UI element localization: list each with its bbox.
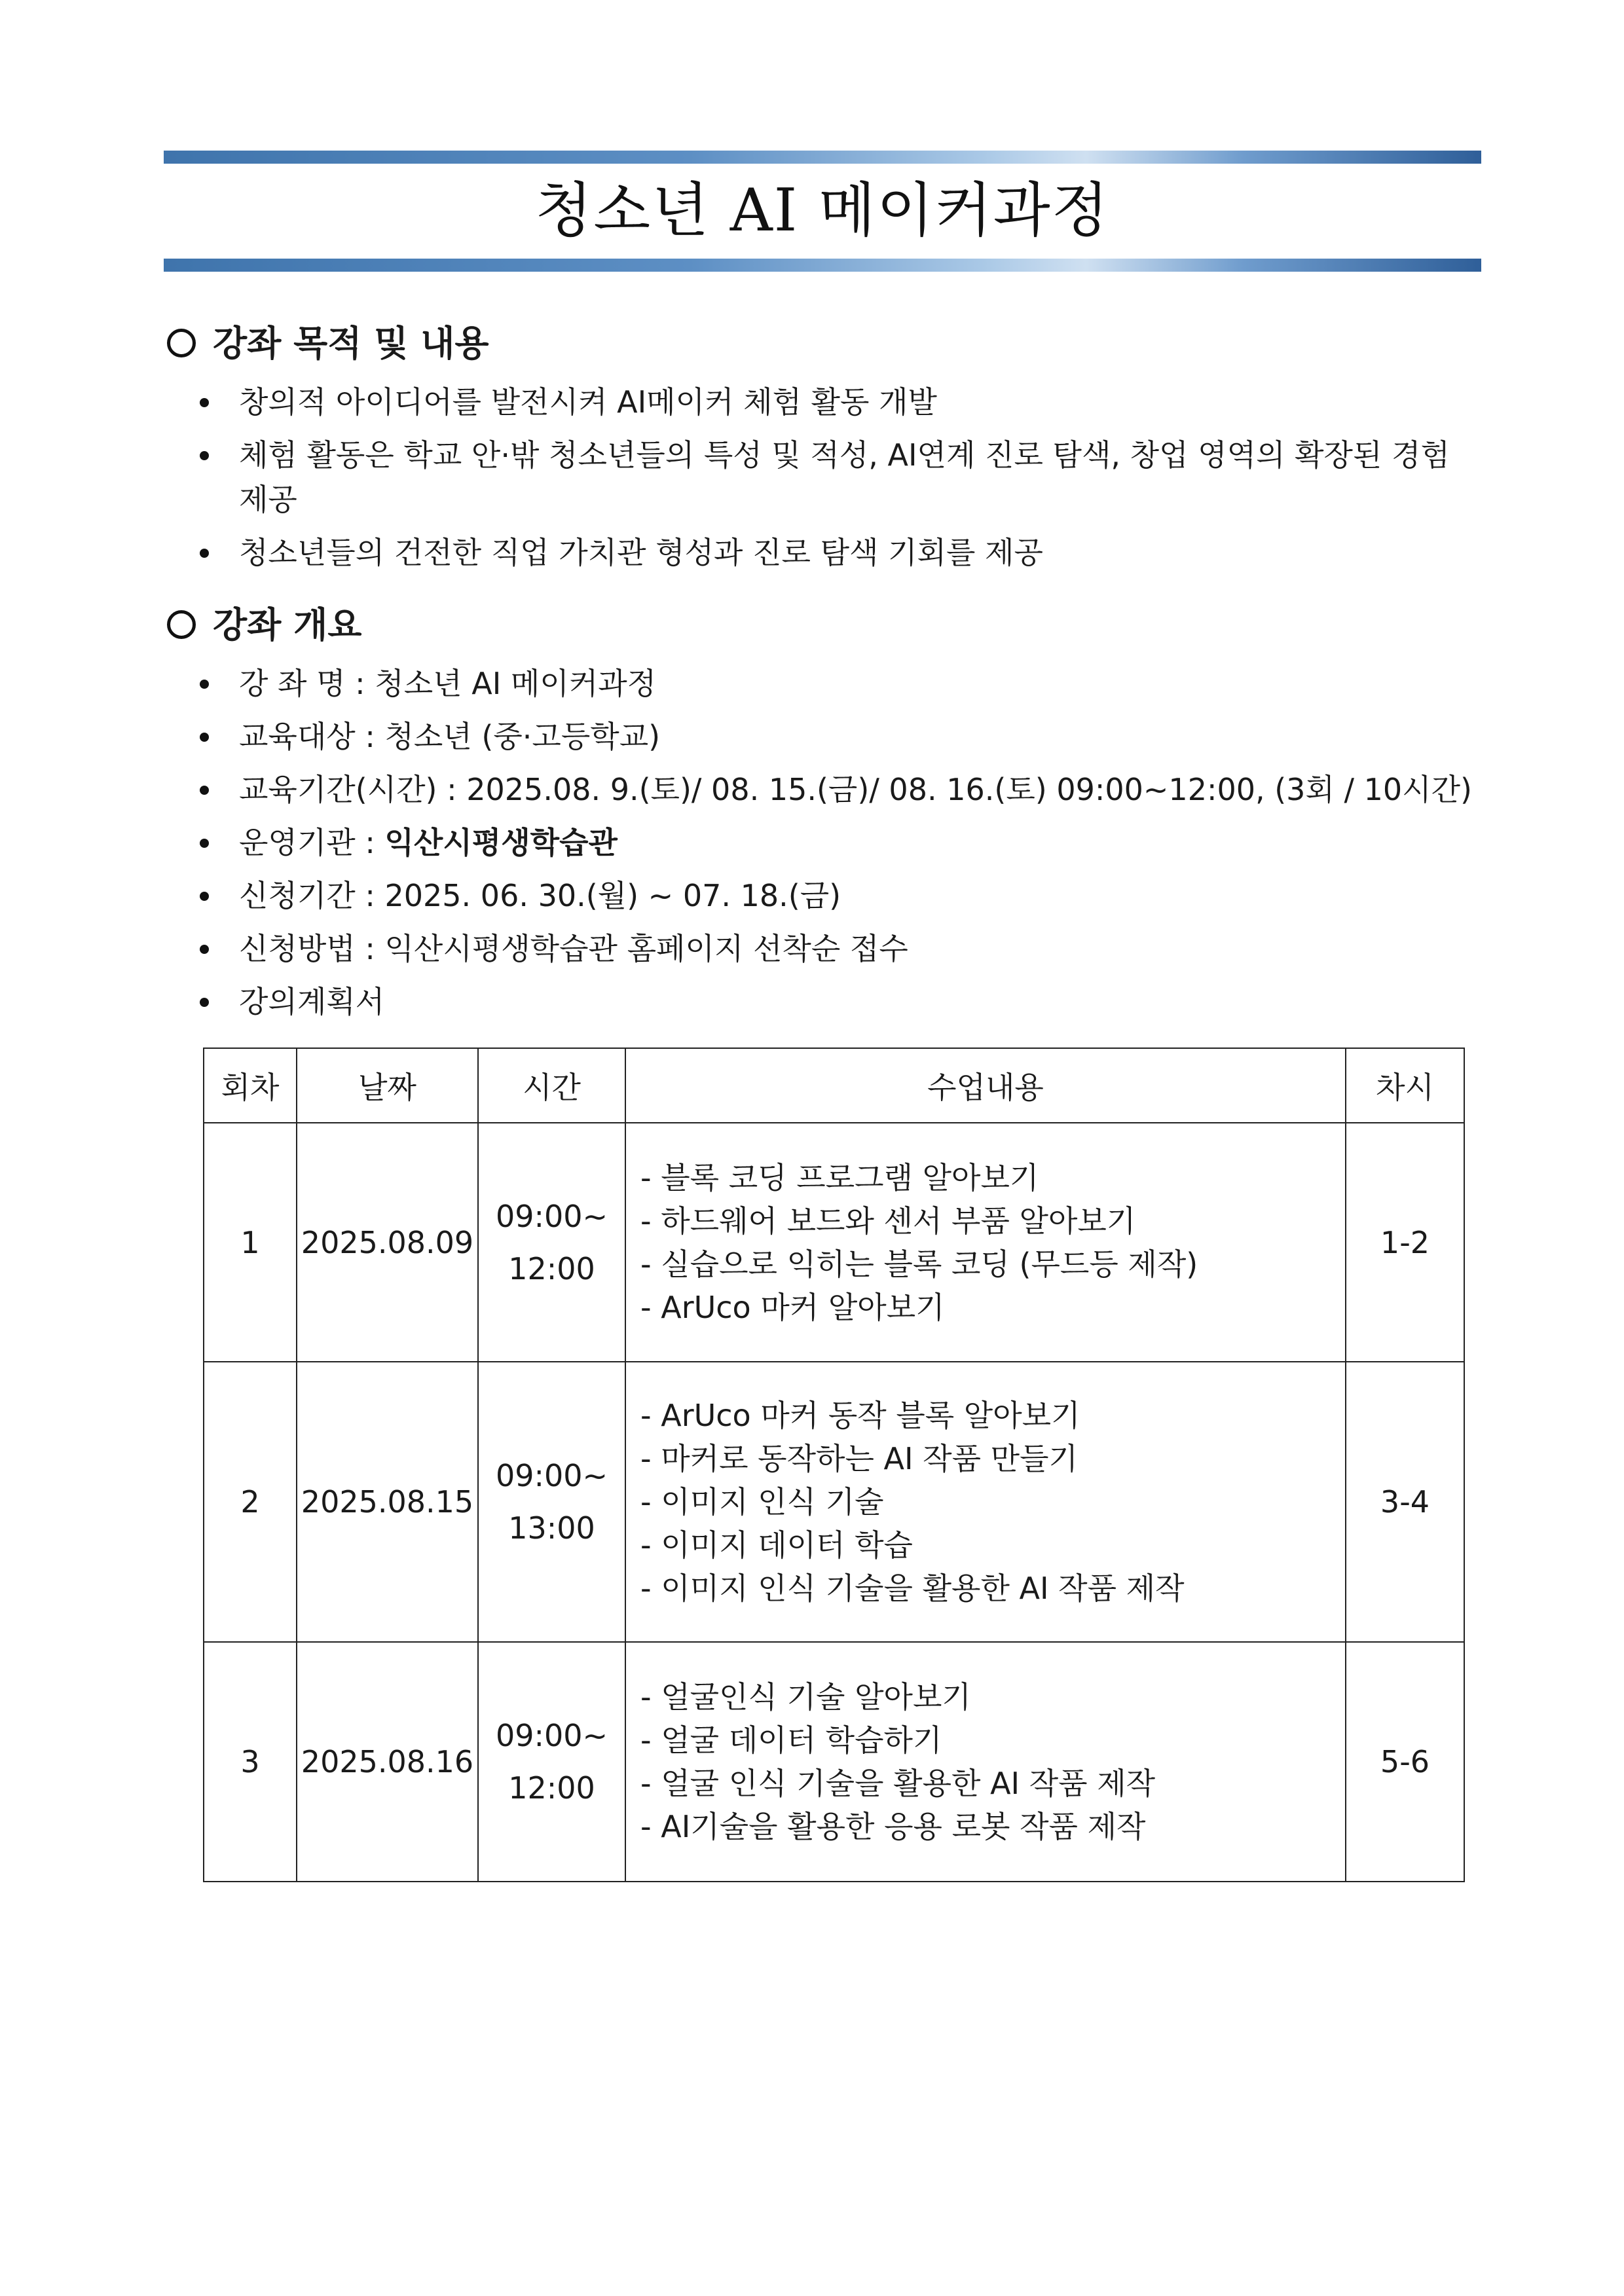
content-line: - 실습으로 익히는 블록 코딩 (무드등 제작) — [640, 1246, 1198, 1282]
page-title: 청소년 AI 메이커과정 — [535, 176, 1110, 245]
time-start: 09:00~ — [495, 1458, 608, 1493]
operator-label: 운영기관 : — [239, 825, 385, 860]
content-line: - 이미지 인식 기술 — [640, 1484, 884, 1520]
table-row — [204, 1123, 1464, 1362]
operator-item — [196, 820, 1486, 865]
session-cell: 3 — [204, 1642, 297, 1882]
time-start: 09:00~ — [495, 1198, 608, 1234]
time-end: 12:00 — [508, 1250, 595, 1286]
content-line: - 블록 코딩 프로그램 알아보기 — [640, 1159, 1039, 1195]
time-start: 09:00~ — [495, 1718, 608, 1753]
time-end: 12:00 — [508, 1770, 595, 1806]
operator-value: 익산시평생학습관 — [384, 825, 618, 860]
content-line: - ArUco 마커 동작 블록 알아보기 — [640, 1398, 1080, 1433]
section-overview-title: 강좌 개요 — [213, 604, 362, 646]
content-line: - 이미지 인식 기술을 활용한 AI 작품 제작 — [640, 1571, 1185, 1606]
content-line: - ArUco 마커 알아보기 — [640, 1289, 945, 1325]
header-periods: 차시 — [1346, 1048, 1464, 1123]
content-line: - 이미지 데이터 학습 — [640, 1527, 913, 1563]
header-date: 날짜 — [297, 1048, 478, 1123]
section-purpose-heading — [167, 321, 489, 367]
header-time: 시간 — [478, 1048, 625, 1123]
circle-bullet-icon — [167, 329, 196, 357]
period-item: 교육기간(시간) : 2025.08. 9.(토)/ 08. 15.(금)/ 08. 16.(토) 09:00~12:00, (3회 / 10시간) — [196, 767, 1486, 812]
content-line: - 얼굴 데이터 학습하기 — [640, 1722, 942, 1758]
course-name-item: 강 좌 명 : 청소년 AI 메이커과정 — [196, 661, 1486, 706]
date-cell: 2025.08.16 — [297, 1642, 478, 1882]
session-cell: 2 — [204, 1362, 297, 1642]
content-cell — [625, 1362, 1346, 1642]
overview-list — [196, 661, 1486, 1032]
target-item: 교육대상 : 청소년 (중·고등학교) — [196, 714, 1486, 759]
table-row — [204, 1642, 1464, 1882]
circle-bullet-icon — [167, 610, 196, 639]
title-top-bar — [164, 151, 1481, 164]
plan-label-item: 강의계획서 — [196, 979, 1486, 1024]
table-header-row — [204, 1048, 1464, 1123]
periods-cell: 3-4 — [1346, 1362, 1464, 1642]
content-cell — [625, 1642, 1346, 1882]
content-line: - 마커로 동작하는 AI 작품 만들기 — [640, 1441, 1078, 1476]
content-cell — [625, 1123, 1346, 1362]
header-content: 수업내용 — [625, 1048, 1346, 1123]
date-cell: 2025.08.15 — [297, 1362, 478, 1642]
table-row — [204, 1362, 1464, 1642]
list-item: 창의적 아이디어를 발전시켜 AI메이커 체험 활동 개발 — [196, 380, 1486, 424]
header-session: 회차 — [204, 1048, 297, 1123]
purpose-list — [196, 380, 1486, 583]
content-line: - 얼굴 인식 기술을 활용한 AI 작품 제작 — [640, 1766, 1156, 1801]
content-line: - AI기술을 활용한 응용 로봇 작품 제작 — [640, 1809, 1146, 1844]
content-line: - 얼굴인식 기술 알아보기 — [640, 1679, 971, 1715]
content-line: - 하드웨어 보드와 센서 부품 알아보기 — [640, 1203, 1136, 1239]
date-cell: 2025.08.09 — [297, 1123, 478, 1362]
title-bottom-bar — [164, 259, 1481, 272]
time-cell — [478, 1123, 625, 1362]
time-cell — [478, 1642, 625, 1882]
list-item: 청소년들의 건전한 직업 가치관 형성과 진로 탐색 기회를 제공 — [196, 530, 1486, 575]
periods-cell: 5-6 — [1346, 1642, 1464, 1882]
periods-cell: 1-2 — [1346, 1123, 1464, 1362]
section-overview-heading — [167, 602, 361, 648]
apply-method-item: 신청방법 : 익산시평생학습관 홈페이지 선착순 접수 — [196, 926, 1486, 971]
list-item: 체험 활동은 학교 안·밖 청소년들의 특성 및 적성, AI연계 진로 탐색, 창업 영역의 확장된 경험 제공 — [196, 433, 1486, 522]
time-end: 13:00 — [508, 1510, 595, 1546]
time-cell — [478, 1362, 625, 1642]
section-purpose-title: 강좌 목적 및 내용 — [213, 323, 489, 364]
session-cell: 1 — [204, 1123, 297, 1362]
apply-period-item: 신청기간 : 2025. 06. 30.(월) ~ 07. 18.(금) — [196, 873, 1486, 918]
lecture-plan-table — [203, 1048, 1465, 1882]
